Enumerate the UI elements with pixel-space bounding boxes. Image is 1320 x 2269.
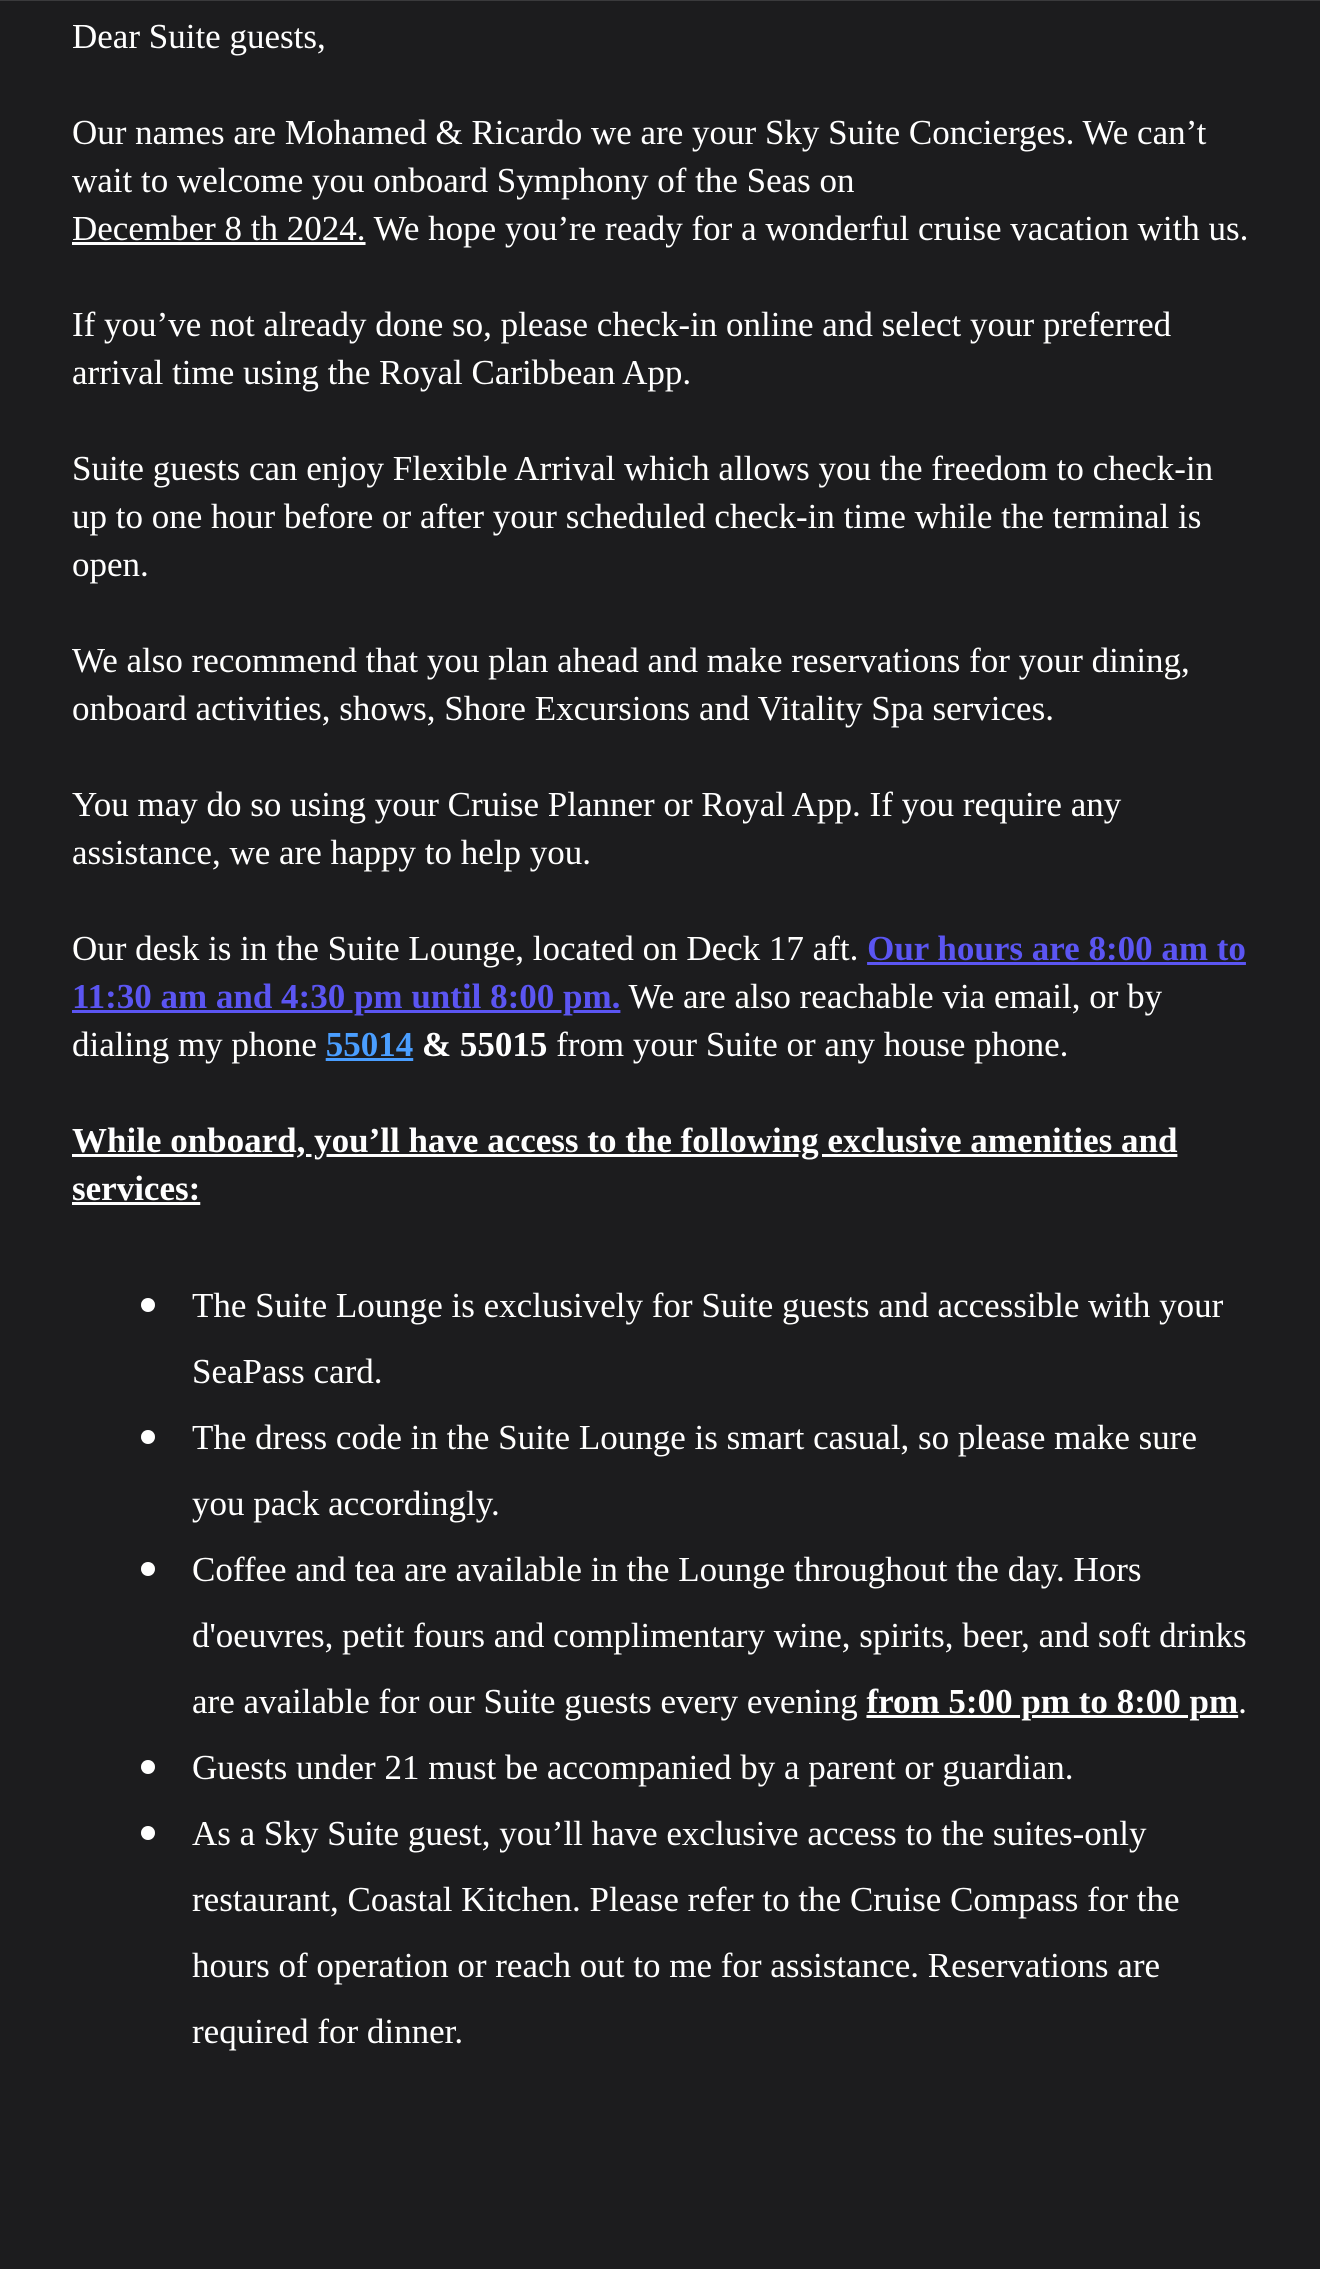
email-body [72,13,1252,2065]
phone-number-2: & 55015 [413,1025,548,1064]
lounge-refreshments-text: Coffee and tea are available in the Lounge throughout the day. Hors d'oeuvres, petit fours and complimentary wine, spirits, beer, and soft drinks are available for our Suite guests every evening [192,1550,1247,1721]
amenities-heading: While onboard, you’ll have access to the following exclusive amenities and services: [72,1121,1178,1208]
phone-link[interactable]: 55014 [325,1025,414,1064]
house-phone-text: from your Suite or any house phone. [547,1025,1069,1064]
list-item: Guests under 21 must be accompanied by a parent or guardian. [192,1735,1252,1801]
item-end-punctuation: . [1238,1682,1247,1721]
amenities-list [72,1273,1252,2065]
flexible-arrival-paragraph: Suite guests can enjoy Flexible Arrival which allows you the freedom to check-in up to one hour before or after your scheduled check-in time while the terminal is open. [72,449,1214,584]
list-item [192,1537,1252,1735]
checkin-paragraph: If you’ve not already done so, please check-in online and select your preferred arrival time using the Royal Caribbean App. [72,305,1172,392]
hours-link[interactable]: Our hours are 8:00 am to 11:30 am and 4:30 pm until 8:00 pm. [72,929,1246,1016]
list-item: The Suite Lounge is exclusively for Suite guests and accessible with your SeaPass card. [192,1273,1252,1405]
list-item: The dress code in the Suite Lounge is smart casual, so please make sure you pack accordingly. [192,1405,1252,1537]
reachable-text: We are also reachable via email, or by dialing my phone [72,977,1163,1064]
greeting: Dear Suite guests, [72,17,326,56]
desk-location-text: Our desk is in the Suite Lounge, located on Deck 17 aft. [72,929,868,968]
evening-hours: from 5:00 pm to 8:00 pm [866,1682,1239,1721]
welcome-text: Our names are Mohamed & Ricardo we are your Sky Suite Concierges. We can’t wait to welcome you onboard Symphony of the Seas on [72,113,1207,200]
list-item: As a Sky Suite guest, you’ll have exclusive access to the suites-only restaurant, Coastal Kitchen. Please refer to the Cruise Compass for the hours of operation or reach out to me for assistance. Reservations are required for dinner. [192,1801,1252,2065]
desk-paragraph [72,925,1252,1069]
departure-date: December 8 th 2024. [72,209,366,248]
reservations-paragraph: We also recommend that you plan ahead and make reservations for your dining, onboard activities, shows, Shore Excursions and Vitality Spa services. [72,641,1190,728]
cruise-planner-paragraph: You may do so using your Cruise Planner or Royal App. If you require any assistance, we are happy to help you. [72,785,1122,872]
welcome-text-end: We hope you’re ready for a wonderful cruise vacation with us. [365,209,1249,248]
welcome-paragraph [72,109,1252,253]
